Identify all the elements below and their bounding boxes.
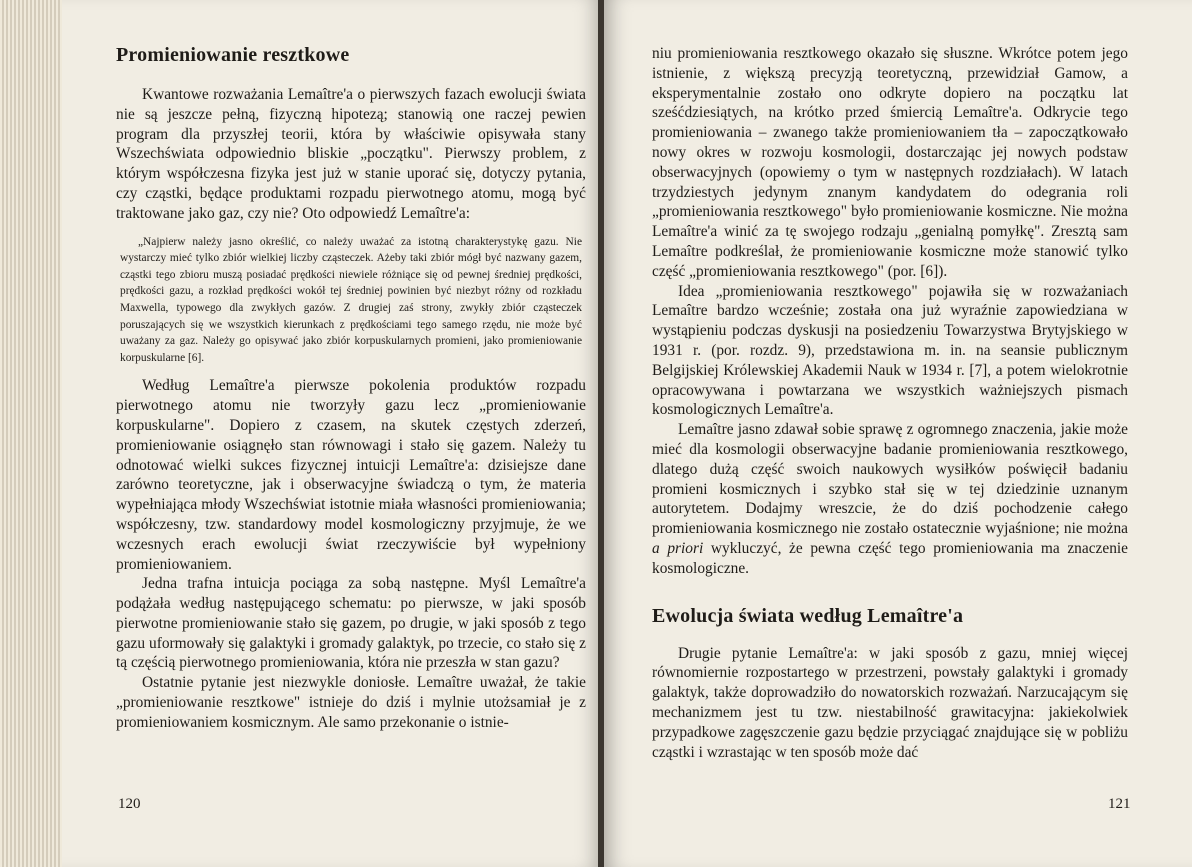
right-paragraph-1: niu promieniowania resztkowego okazało się słuszne. Wkrótce potem jego istnienie, z większą precyzją teoretyczną, przewidział Gamow, a eksperymentalnie zostało ono odkryte dopiero na początku lat sześćdziesiątych, na krótko przed śmiercią Lemaître'a. Odkrycie tego promieniowania – zwanego także promieniowaniem tła – zapoczątkowało nowy okres w rozwoju kosmologii, dostarczając jej nowych podstaw obserwacyjnych (opowiemy o tym w następnych rozdziałach). W latach trzydziestych jedynym znanym kandydatem do odegrania roli „promieniowania resztkowego" było promieniowanie kosmiczne. Nie można Lemaître'a winić za tę swojego rodzaju „genialną pomyłkę". Zresztą sam Lemaître podkreślał, że promieniowanie kosmiczne może stanowić tylko część „promieniowania resztkowego" (por. [6]). (652, 45, 1128, 280)
para3-text-after: wykluczyć, że pewna część tego promieniowania ma znaczenie kosmologiczne. (652, 539, 1128, 577)
page-number-left: 120 (118, 796, 141, 812)
page-number-right: 121 (1108, 796, 1131, 812)
para3-italic-phrase: a priori (652, 539, 704, 557)
book-page-edges (0, 0, 62, 867)
section-heading-residual-radiation: Promieniowanie resztkowe (116, 44, 350, 66)
section-heading-evolution: Ewolucja świata według Lemaître'a (652, 604, 964, 627)
left-paragraph-4: Ostatnie pytanie jest niezwykle doniosłe. Lemaître uważał, że takie „promieniowanie resztkowe" istnieje do dziś i mylnie utożsamiał je z promieniowaniem kosmicznym. Ale samo przekonanie o istnie- (116, 674, 586, 731)
right-paragraph-4: Drugie pytanie Lemaître'a: w jaki sposób z gazu, mniej więcej równomiernie rozpostartego w przestrzeni, powstały galaktyki i gromady galaktyk, także doprowadziło do nowatorskich rozważań. Narzucającym się mechanizmem jest tu tzw. niestabilność grawitacyjna: jakiekolwiek przypadkowe zagęszczenie gazu będzie przyciągać znajdujące się w pobliżu cząstki i wzrastając w ten sposób może dać (652, 644, 1128, 761)
right-paragraph-2: Idea „promieniowania resztkowego" pojawiła się w rozważaniach Lemaître bardzo wcześnie; została ona już wyraźnie zapowiedziana w wystąpieniu podczas dyskusji na posiedzeniu Towarzystwa Brytyjskiego w 1931 r. (por. rozdz. 9), przedstawiona m. in. na seansie publicznym Belgijskiej Królewskiej Akademii Nauk w 1934 r. [7], a potem wielokrotnie opracowywana i powtarzana we wszystkich ważniejszych pismach kosmologicznych Lemaître'a. (652, 282, 1128, 419)
right-page-content (652, 44, 1128, 762)
right-paragraph-3 (652, 420, 1128, 578)
left-paragraph-3: Jedna trafna intuicja pociąga za sobą następne. Myśl Lemaître'a podążała według następującego schematu: po pierwsze, w jaki sposób pierwotne promieniowanie stało się gazem, po drugie, w jaki sposób z tego gazu uformowały się galaktyki i gromady galaktyk, po trzecie, co stało się z tą częścią pierwotnego promieniowania, która nie przeszła w stan gazu? (116, 575, 586, 672)
left-page-content (116, 44, 586, 733)
lemaitre-quote (116, 234, 586, 367)
para3-text-before: Lemaître jasno zdawał sobie sprawę z ogromnego znaczenia, jakie może mieć dla kosmologii obserwacyjne badanie promieniowania resztkowego, dlatego dużą część swoich naukowych wysiłków poświęcił badaniu promieni kosmicznych i szybko stał się w tej dziedzinie uznanym autorytetem. Dodajmy wreszcie, że do dziś pochodzenie całego promieniowania kosmicznego nie zostało ostatecznie wyjaśnione; nie można (652, 421, 1128, 538)
right-page (604, 0, 1192, 867)
quote-text: „Najpierw należy jasno określić, co należy uważać za istotną charakterystykę gazu. Nie wystarczy mieć tylko zbiór wielkiej liczby cząsteczek. Ażeby taki zbiór mógł być nazwany gazem, cząstki tego zbioru muszą posiadać prędkości niewiele różniące się od pewnej średniej prędkości, prędkości gazu, a rozkład prędkości wokół tej średniej powinien być niezbyt różny od rozkładu Maxwella, typowego dla zwykłych gazów. Z drugiej zaś strony, zwykły zbiór cząsteczek poruszających się we wszystkich kierunkach z prędkościami tego samego rzędu, nie może być uważany za gaz. Należy go opisywać jako zbiór korpuskularnych promieni, jako promieniowanie korpuskularne [6]. (120, 235, 582, 364)
left-page (62, 0, 602, 867)
left-paragraph-1: Kwantowe rozważania Lemaître'a o pierwszych fazach ewolucji świata nie są jeszcze pełną, fizyczną hipotezą; stanowią one raczej pewien program dla przyszłej teorii, która by właściwie opisywała stany Wszechświata odpowiednio bliskie „początku". Pierwszy problem, z którym współczesna fizyka jest już w stanie uporać się, dotyczy pytania, czy cząstki, będące produktami rozpadu pierwotnego atomu, mogą być traktowane jako gaz, czy nie? Oto odpowiedź Lemaître'a: (116, 86, 586, 222)
left-paragraph-2: Według Lemaître'a pierwsze pokolenia produktów rozpadu pierwotnego atomu nie tworzyły gazu lecz „promieniowanie korpuskularne". Dopiero z czasem, na skutek częstych zderzeń, promieniowanie osiągnęło stan równowagi i stało się gazem. Należy tu odnotować wielki sukces fizycznej intuicji Lemaître'a: dzisiejsze dane zarówno teoretyczne, jak i obserwacyjne świadczą o tym, że materia wypełniająca młody Wszechświat istotnie miała własności promieniowania; współczesny, tzw. standardowy model kosmologiczny przyjmuje, że we wczesnych erach ewolucji świat rzeczywiście był wypełniony promieniowaniem. (116, 377, 586, 573)
